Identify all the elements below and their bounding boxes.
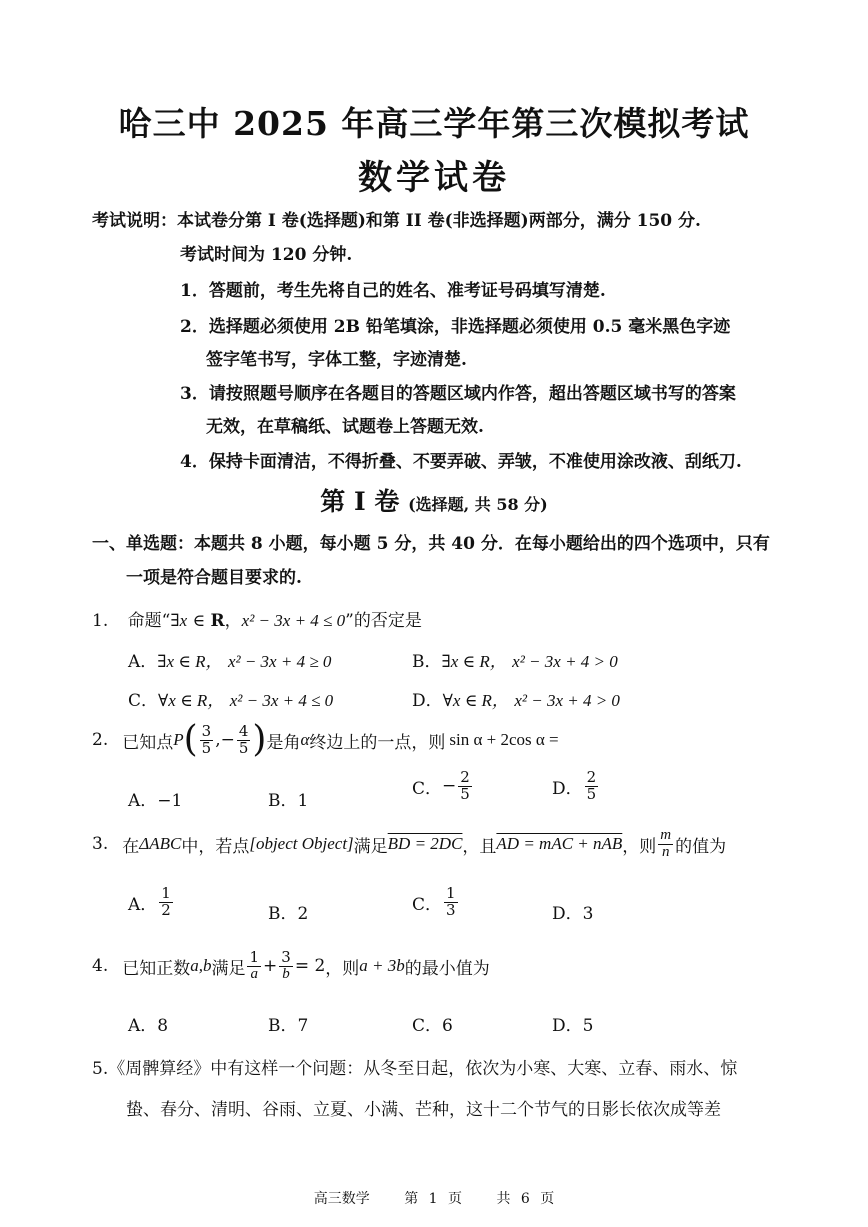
footer-page: 第 1 页 bbox=[404, 1191, 462, 1207]
question-4-option-c[interactable]: C．6 bbox=[412, 1016, 453, 1036]
exam-title: 哈三中 2025 年高三学年第三次模拟考试 bbox=[118, 104, 750, 143]
instruction-item-1: 1．答题前，考生先将自己的姓名、准考证号码填写清楚. bbox=[180, 281, 606, 301]
left-paren: ( bbox=[183, 719, 198, 760]
fraction: $\frac{1}{a}$ bbox=[249, 948, 260, 982]
question-2-option-d[interactable]: D． $\frac{2}{5}$ bbox=[552, 768, 597, 803]
question-3-option-d[interactable]: D．3 bbox=[552, 904, 594, 924]
question-1-option-b[interactable]: B．∃x ∈ R， x² − 3x + 4 > 0 bbox=[412, 652, 618, 672]
instructions-label: 考试说明： bbox=[92, 211, 177, 231]
question-4-stem: 4. 已知正数 a,b 满足 $\frac{1}{a}$ + $\frac{3}{b}$ = 2 ，则 a + 3b 的最小值为 bbox=[92, 948, 490, 982]
instructions-text-1: 本试卷分第 I 卷(选择题)和第 II 卷(非选择题)两部分，满分 150 分. bbox=[177, 211, 701, 231]
footer-total: 共 6 页 bbox=[496, 1191, 555, 1207]
question-4-option-d[interactable]: D．5 bbox=[552, 1016, 594, 1036]
instructions-line1 bbox=[92, 206, 701, 231]
fraction: $\frac{2}{5}$ bbox=[460, 768, 470, 803]
instruction-item-4: 4．保持卡面清洁，不得折叠、不要弄破、弄皱，不准使用涂改液、刮纸刀. bbox=[180, 452, 742, 472]
instructions-line2: 考试时间为 120 分钟. bbox=[180, 245, 353, 265]
exam-subtitle: 数学试卷 bbox=[358, 158, 510, 198]
fraction: $\frac{4}{5}$ bbox=[238, 721, 249, 757]
question-3-stem: 3. 在 ΔABC 中，若点 [object Object] 满足 BD = 2DC ，且 AD = mAC + nAB ，则 $\frac{m}{n}$ 的值为 bbox=[92, 827, 727, 860]
question-1-option-c[interactable]: C．∀x ∈ R， x² − 3x + 4 ≤ 0 bbox=[128, 691, 334, 711]
question-4-option-b[interactable]: B．7 bbox=[268, 1016, 309, 1036]
instruction-item-2: 2．选择题必须使用 2B 铅笔填涂，非选择题必须使用 0.5 毫米黑色字迹 bbox=[180, 317, 731, 337]
part1-heading-cont: 一项是符合题目要求的. bbox=[126, 568, 302, 588]
fraction: $\frac{2}{5}$ bbox=[586, 768, 597, 803]
footer-subject: 高三数学 bbox=[313, 1191, 370, 1207]
section-note: (选择题, 共 58 分) bbox=[408, 495, 548, 514]
instruction-item-2-cont: 签字笔书写，字体工整，字迹清楚. bbox=[206, 350, 467, 370]
question-5-stem: 5.《周髀算经》中有这样一个问题：从冬至日起，依次为小寒、大寒、立春、雨水、惊 bbox=[92, 1059, 738, 1079]
question-1-option-d[interactable]: D．∀x ∈ R， x² − 3x + 4 > 0 bbox=[412, 691, 620, 711]
question-2-option-c[interactable]: C． − $\frac{2}{5}$ bbox=[412, 768, 470, 803]
right-paren: ) bbox=[252, 719, 267, 760]
fraction: $\frac{1}{3}$ bbox=[446, 884, 456, 919]
question-2-option-a[interactable]: A．−1 bbox=[128, 791, 183, 811]
part1-heading: 一、单选题：本题共 8 小题，每小题 5 分，共 40 分．在每小题给出的四个选项中，只有 bbox=[92, 534, 770, 554]
question-1-stem: 1. 命题“∃x ∈ R，x² − 3x + 4 ≤ 0”的否定是 bbox=[92, 611, 422, 631]
question-2-stem: 2. 已知点 P ( $\frac{3}{5}$ ,− $\frac{4}{5}$ ) 是角 α 终边上的一点，则 sin α + 2cos α = bbox=[92, 719, 559, 760]
fraction: $\frac{1}{2}$ bbox=[161, 884, 171, 919]
question-2-option-b[interactable]: B．1 bbox=[268, 791, 309, 811]
fraction: $\frac{3}{5}$ bbox=[201, 721, 212, 757]
instruction-item-3-cont: 无效，在草稿纸、试题卷上答题无效. bbox=[206, 417, 484, 437]
page-footer bbox=[0, 1188, 868, 1208]
question-3-option-c[interactable]: C． $\frac{1}{3}$ bbox=[412, 884, 456, 919]
question-3-option-a[interactable]: A． $\frac{1}{2}$ bbox=[128, 884, 171, 919]
question-1-option-a[interactable]: A．∃x ∈ R， x² − 3x + 4 ≥ 0 bbox=[128, 652, 332, 672]
fraction: $\frac{3}{b}$ bbox=[281, 948, 291, 982]
question-3-option-b[interactable]: B．2 bbox=[268, 904, 309, 924]
question-5-stem-cont: 蛰、春分、清明、谷雨、立夏、小满、芒种，这十二个节气的日影长依次成等差 bbox=[126, 1100, 721, 1120]
question-4-option-a[interactable]: A．8 bbox=[128, 1016, 169, 1036]
fraction: $\frac{m}{n}$ bbox=[660, 827, 672, 860]
section-title: 第 I 卷 (选择题, 共 58 分) bbox=[320, 487, 548, 516]
instruction-item-3: 3．请按照题号顺序在各题目的答题区域内作答，超出答题区域书写的答案 bbox=[180, 384, 736, 404]
